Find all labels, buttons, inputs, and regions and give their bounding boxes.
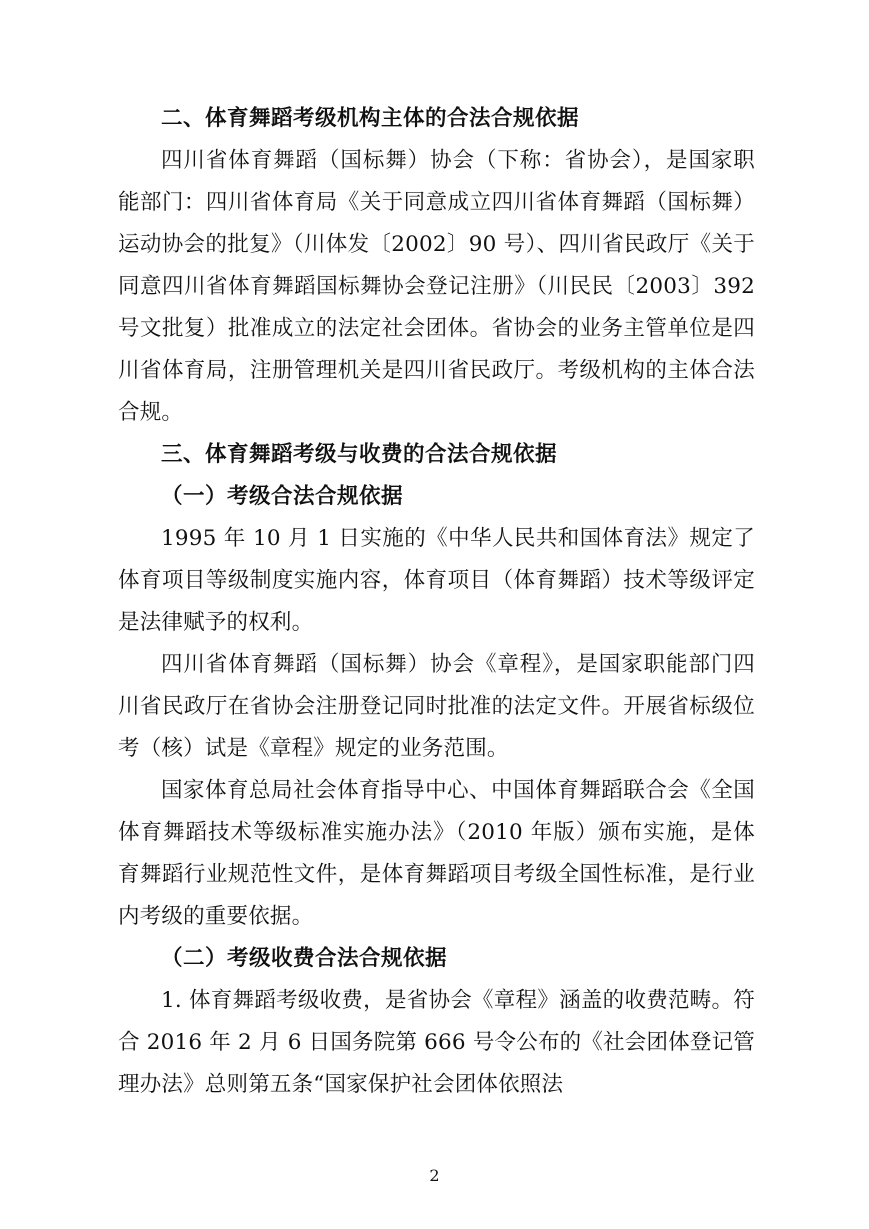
section-heading-3: 三、体育舞蹈考级与收费的合法合规依据 xyxy=(161,442,558,467)
paragraph-charter: 四川省体育舞蹈（国标舞）协会《章程》，是国家职能部门四川省民政厅在省协会注册登记同时批准的法定文件。开展省标级位考（核）试是《章程》规定的业务范围。 xyxy=(118,652,755,761)
page-content xyxy=(118,98,755,1106)
subsection-heading-2: （二）考级收费合法合规依据 xyxy=(161,946,448,971)
section-heading-2: 二、体育舞蹈考级机构主体的合法合规依据 xyxy=(161,106,580,131)
page-number: 2 xyxy=(429,1166,440,1185)
paragraph-org-legal-basis: 四川省体育舞蹈（国标舞）协会（下称：省协会），是国家职能部门：四川省体育局《关于同意成立四川省体育舞蹈（国标舞）运动协会的批复》（川体发〔2002〕90 号）、四川省民政厅《关于同意四川省体育舞蹈国标舞协会登记注册》（川民民〔2003〕392 号文批复）批准成立的法定社会团体。省协会的业务主管单位是四川省体育局，注册管理机关是四川省民政厅。考级机构的主体合法合规。 xyxy=(118,148,755,425)
paragraph-sports-law: 1995 年 10 月 1 日实施的《中华人民共和国体育法》规定了体育项目等级制度实施内容，体育项目（体育舞蹈）技术等级评定是法律赋予的权利。 xyxy=(118,526,755,635)
paragraph-national-standard: 国家体育总局社会体育指导中心、中国体育舞蹈联合会《全国体育舞蹈技术等级标准实施办法》（2010 年版）颁布实施，是体育舞蹈行业规范性文件，是体育舞蹈项目考级全国性标准，是行业内考级的重要依据。 xyxy=(118,778,755,929)
paragraph-fee-basis: 1. 体育舞蹈考级收费，是省协会《章程》涵盖的收费范畴。符合 2016 年 2 月 6 日国务院第 666 号令公布的《社会团体登记管理办法》总则第五条“国家保护社会团体依照法 xyxy=(118,988,755,1097)
subsection-heading-1: （一）考级合法合规依据 xyxy=(161,484,404,509)
